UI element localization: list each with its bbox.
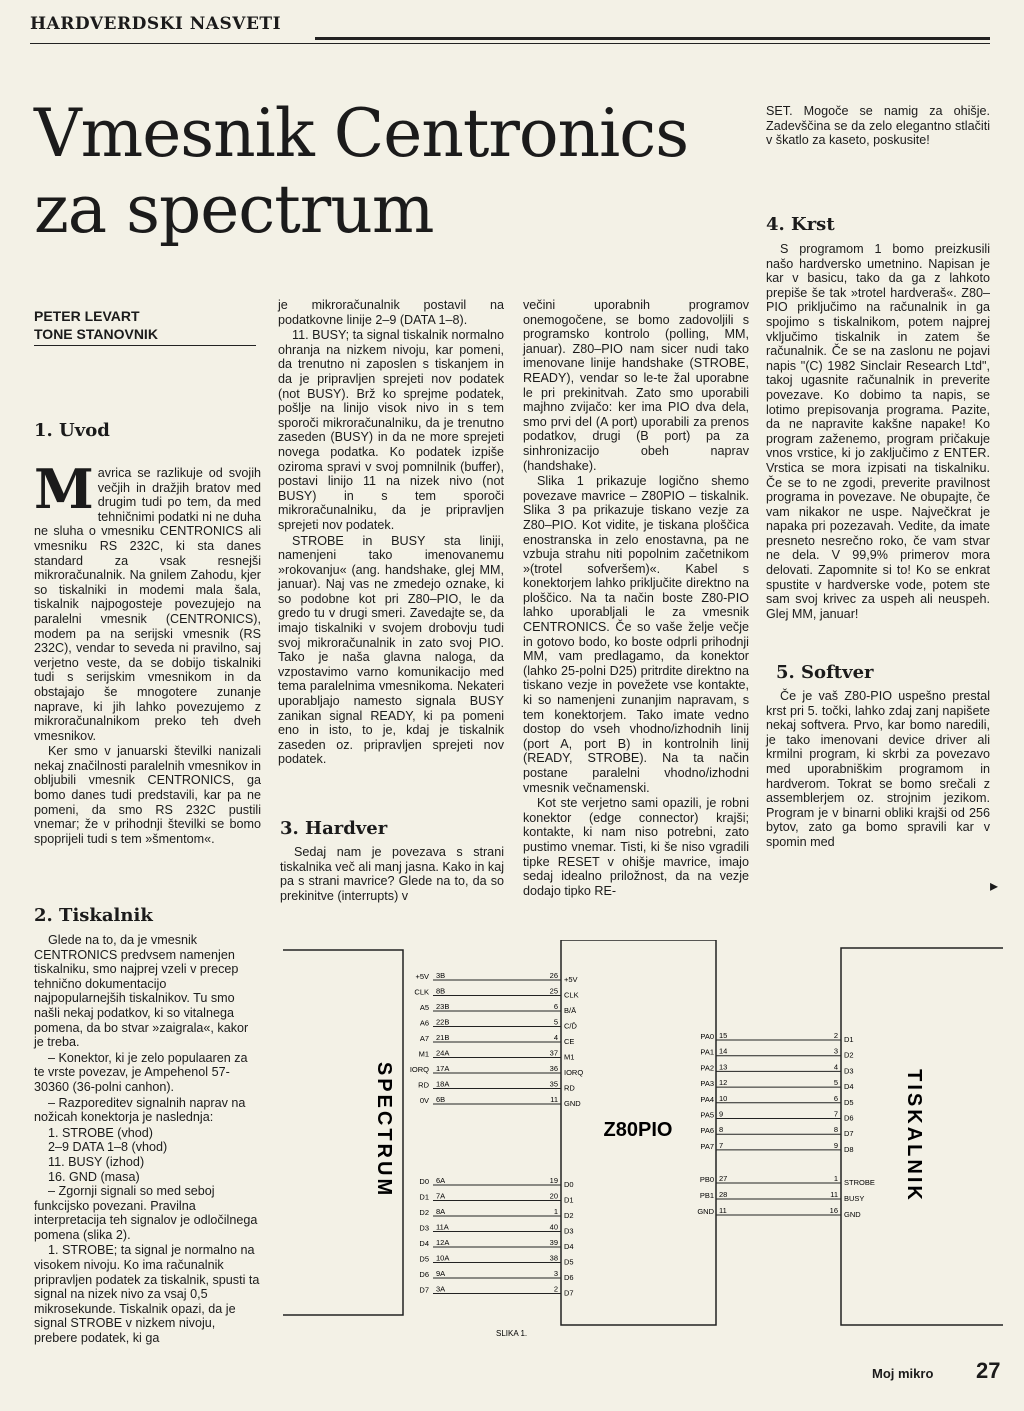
wire-pin-label: 23B <box>436 1002 450 1011</box>
wire-source-label: PA2 <box>700 1063 714 1073</box>
header-rule-thin <box>30 43 990 44</box>
column-1-tiskalnik <box>34 933 261 1347</box>
col3-p1: večini uporabnih programov onemogočene, se bomo zadovoljili s programsko kontrolo (polling, MM, januar). Z80–PIO nam sicer nudi tako imenovane linije handshake (STROBE, READY), vendar so le-te žal uporabne le pri prekinitvah. Zato smo uporabili majhno zvijačo: ker ima PIO dva dela, smo prvi del (A port) uporabili za prenos podatkov, drugi (B port) pa za sinhronizacijo obeh naprav (handshake). <box>523 298 749 473</box>
heading-tiskalnik: 2. Tiskalnik <box>34 905 153 926</box>
schematic-figure <box>278 940 1008 1340</box>
column-4-krst <box>766 242 990 622</box>
wire-target-label: CE <box>564 1037 575 1046</box>
magazine-name: Moj mikro <box>872 1366 934 1381</box>
tiskalnik-p4: – Zgornji signali so med seboj funkcijsko povezani. Pravilna interpretacija teh signalov je odločilnega pomena (slika 2). <box>34 1184 258 1242</box>
section-header <box>30 14 990 44</box>
wire-pin-label: 8B <box>436 986 446 996</box>
wire-source-label: GND <box>697 1207 714 1216</box>
heading-krst: 4. Krst <box>766 214 835 235</box>
figure-caption: SLIKA 1. <box>496 1329 528 1338</box>
wire-source-label: A7 <box>419 1034 429 1043</box>
wire-source-label: 0V <box>419 1096 429 1105</box>
wire-pin-number: 3 <box>833 1046 838 1056</box>
wire-target-label: D2 <box>564 1211 574 1220</box>
wire-pin-number: 3 <box>553 1269 558 1278</box>
wire-pin-number: 39 <box>549 1238 558 1247</box>
wire-pin-number: 16 <box>829 1206 838 1215</box>
wire-target-label: D0 <box>564 1180 574 1189</box>
wire-pin-label: 8 <box>719 1125 724 1135</box>
wire-pin-number: 5 <box>833 1078 838 1088</box>
author-2: TONE STANOVNIK <box>34 326 158 342</box>
heading-softver: 5. Softver <box>776 662 874 683</box>
wire-source-label: PA4 <box>700 1094 714 1104</box>
wire-source-label: D6 <box>419 1270 429 1279</box>
wire-pin-label: 11A <box>436 1222 449 1232</box>
wire-pin-number: 38 <box>549 1253 558 1263</box>
tiskalnik-p3: – Razporeditev signalnih naprav na nožicah konektorja je naslednja: <box>34 1095 246 1125</box>
pin-list-item: 16. GND (masa) <box>48 1169 140 1184</box>
wire-source-label: D5 <box>419 1254 429 1264</box>
softver-p1: Če je vaš Z80-PIO uspešno prestal krst pri 5. točki, lahko zdaj zanj napišete nekaj softvera. Prvo, kar bomo naredili, je tako imenovani device driver ali krmilni program, ki skrbi za povezavo med uporabniškim programom in hardverom. Tokrat se bomo srečali z assemblerjem oz. strojnim jezikom. Program je v binarni obliki krajši od 256 bytov, zato ga bomo spravili kar v spomin med <box>766 689 990 849</box>
wire-pin-label: 3B <box>436 971 446 980</box>
wire-pin-number: 11 <box>550 1095 558 1104</box>
wire-pin-number: 4 <box>553 1033 558 1042</box>
wire-target-label: M1 <box>564 1052 575 1062</box>
wire-target-label: D5 <box>564 1257 574 1267</box>
wire-pin-label: 27 <box>719 1174 728 1183</box>
tiskalnik-p1: Glede na to, da je vmesnik CENTRONICS predvsem namenjen tiskalniku, smo najprej vzeli v precep tehnično dokumentacijo najpopularnejših tiskalnikov. Tu smo našli nekaj podatkov, ki so vitalnega pomena, da bo stvar »zaigrala«, kakor je treba. <box>34 933 249 1050</box>
wire-pin-label: 3A <box>436 1284 446 1294</box>
column-2 <box>278 298 504 768</box>
col2-p2: 11. BUSY; ta signal tiskalnik normalno ohranja na nizkem nivoju, kar pomeni, da trenutno ni zaposlen s tiskanjem in da je pripravljen sprejeti nov podatek (not BUSY). Brž ko sprejme podatek, pošlje na linijo visok nivo in s tem sporoči mikroračunalniku, da je trenutno zaseden (BUSY) in da ne more sprejeti novega podatka. Ko podatek izpiše oziroma spravi v svoj pomnilnik (buffer), postavi linijo 11 na nizek nivo (not BUSY) in s tem sporoči mikroračunalniku, da je pripravljen sprejeti nov podatek. <box>278 328 504 532</box>
wire-pin-label: 6A <box>436 1176 446 1185</box>
wire-source-label: PA0 <box>700 1032 714 1041</box>
wire-pin-label: 21B <box>436 1033 450 1042</box>
wire-pin-label: 9 <box>719 1109 724 1119</box>
wire-pin-label: 18A <box>436 1079 450 1089</box>
wire-target-label: C/D̄ <box>564 1021 577 1031</box>
page-footer <box>872 1356 1002 1386</box>
col2-p3: STROBE in BUSY sta liniji, namenjeni tako imenovanemu »rokovanju« (ang. handshake, glej MM, januar). Naj vas ne zmedejo oznake, ki so podobne kot pri Z80–PIO, le da gredo tu v drugi smeri. Zavedajte se, da imajo tiskalniki v svojem drobovju tudi svoj mikroračunalnik in zato svoj PIO. Tako je naša glavna naloga, da vzpostavimo varno komunikacijo med tema paralelnima vmesnikoma. Nekateri uporabljajo namesto signala BUSY zanikan signal READY, ki pa pomeni eno in isto, to je, kdaj je tiskalnik zaseden oz. pripravljen sprejeti nov podatek. <box>278 533 504 767</box>
wire-target-label: D7 <box>844 1129 854 1139</box>
wire-source-label: D1 <box>419 1192 429 1202</box>
wire-pin-label: 22B <box>436 1017 450 1027</box>
col2-p1: je mikroračunalnik postavil na podatkovne linije 2–9 (DATA 1–8). <box>278 298 504 327</box>
author-1: PETER LEVART <box>34 308 140 324</box>
wire-pin-number: 1 <box>553 1207 558 1216</box>
dropcap: M <box>34 457 94 521</box>
wire-target-label: IORQ <box>564 1068 584 1077</box>
wire-target-label: D7 <box>564 1288 574 1298</box>
wire-target-label: STROBE <box>844 1178 875 1187</box>
wire-source-label: IORQ <box>409 1065 429 1074</box>
column-1-uvod <box>34 457 261 847</box>
wire-pin-label: 10 <box>719 1093 728 1103</box>
z80pio-label: Z80PIO <box>603 1119 673 1141</box>
wire-target-label: B/Ā <box>564 1006 577 1015</box>
wire-pin-number: 36 <box>549 1064 558 1073</box>
column-4-top <box>766 104 990 149</box>
header-rule <box>315 37 990 40</box>
wire-pin-label: 12A <box>436 1238 450 1247</box>
wire-pin-number: 1 <box>833 1174 838 1183</box>
wire-target-label: GND <box>564 1099 581 1108</box>
wire-pin-number: 37 <box>549 1048 558 1058</box>
wire-source-label: A5 <box>419 1003 429 1012</box>
uvod-paragraph-1 <box>34 457 261 743</box>
tiskalnik-p2: – Konektor, ki je zelo populaaren za te vrste povezav, je Ampehenol 57-30360 (36-polni canhon). <box>34 1050 248 1094</box>
pin-list-item: 11. BUSY (izhod) <box>48 1154 145 1169</box>
wire-source-label: PA1 <box>700 1047 714 1057</box>
wire-source-label: PA7 <box>700 1141 714 1151</box>
wire-pin-number: 11 <box>830 1190 838 1199</box>
wire-pin-label: 12 <box>719 1078 728 1088</box>
wire-pin-label: 14 <box>719 1046 728 1056</box>
wire-pin-number: 5 <box>553 1017 558 1027</box>
wire-pin-number: 26 <box>549 971 558 980</box>
wire-pin-number: 19 <box>549 1176 558 1185</box>
wire-target-label: D3 <box>564 1226 574 1236</box>
heading-uvod: 1. Uvod <box>34 420 110 441</box>
wire-target-label: D2 <box>844 1050 854 1060</box>
column-4-softver <box>766 689 990 851</box>
wire-source-label: PB1 <box>699 1191 714 1200</box>
col3-p3: Kot ste verjetno sami opazili, je robni konektor (edge connector) krajši; kontakte, ki nam niso potrebni, zato pustimo vnemar. Tisti, ki še niso vgradili tipke RESET v ohišje mavrice, imajo sedaj idealno priložnost, da na vezje dodajo tipko RE- <box>523 796 749 898</box>
tiskalnik-label: TISKALNIK <box>903 1069 925 1203</box>
col4-p1: SET. Mogoče se namig za ohišje. Zadevščina se da zelo elegantno stlačiti v škatlo za kaseto, poskusite! <box>766 104 990 148</box>
wire-source-label: D0 <box>419 1177 429 1186</box>
tiskalnik-p5: 1. STROBE; ta signal je normalno na visokem nivoju. Ko ima računalnik pripravljen podatek za tiskalnik, spusti ta signal na nizek nivo za vsaj 0,5 mikrosekunde. Tiskalnik opazi, da je signal STROBE v nizkem nivoju, prebere podatek, ki ga <box>34 1243 260 1346</box>
wire-pin-number: 6 <box>833 1093 838 1103</box>
wire-source-label: +5V <box>415 972 429 981</box>
wire-pin-number: 9 <box>833 1140 838 1150</box>
wire-pin-label: 15 <box>719 1031 728 1040</box>
wire-pin-number: 4 <box>833 1062 838 1072</box>
wire-pin-label: 10A <box>436 1253 450 1263</box>
wire-target-label: BUSY <box>844 1194 865 1203</box>
wire-source-label: PA3 <box>700 1079 714 1089</box>
wire-source-label: D2 <box>419 1208 429 1217</box>
wire-source-label: PB0 <box>699 1175 714 1184</box>
wire-pin-label: 9A <box>436 1269 446 1278</box>
continue-mark-icon: ▸ <box>990 878 999 895</box>
wire-source-label: M1 <box>418 1049 429 1059</box>
wire-target-label: D1 <box>564 1195 574 1205</box>
wire-pin-number: 2 <box>553 1284 558 1294</box>
uvod-paragraph-1-text: avrica se razlikuje od svojih večjih in dražjih bratov med drugim tudi po tem, da med tehničnimi podatki ni ne duha ne sluha o vmesniku CENTRONICS ali vmesniku RS 232C, ki sta danes standard za vsak resnejši mikroračunalnik. Na gnilem Zahodu, kjer so tiskalniki in modemi mala šala, tiskalnik najpogosteje povezujejo na paralelni vmesnik (CENTRONICS), modem pa na serijski vmesnik (RS 232C), vendar to seveda ni pravilno, saj verjetno veste, da se dobijo tiskalniki tudi s serijskim vmesnikom in da obstajajo še mnogotere zunanje naprave, ki jih lahko povezujemo z mikroračunalnikom preko teh dveh vmesnikov. <box>34 466 261 743</box>
wire-target-label: +5V <box>564 975 578 984</box>
wire-target-label: CLK <box>564 990 579 1000</box>
column-3 <box>523 298 749 899</box>
wire-pin-number: 6 <box>553 1002 558 1011</box>
wire-target-label: D3 <box>844 1066 854 1076</box>
wire-pin-label: 8A <box>436 1207 446 1216</box>
wire-pin-label: 13 <box>719 1062 728 1072</box>
krst-p1: S programom 1 bomo preizkusili našo hardversko umetnino. Napisan je kar v basicu, tako da ga z lahkoto prepiše še tak »trotel hardveraš«. Z80–PIO priključimo na računalnik in ga spojimo s tiskalnikom, potem najprej vključimo tiskalnik in zatem še računalnik. Če se na zaslonu ne pojavi napis "(C) 1982 Sinclair Research Ltd", takoj ugasnite računalnik in preverite povezave. Ko dobimo ta napis, se lotimo prepisovanja programa. Pazite, da ne napravite kakšne napake! Ko program zaženemo, program pričakuje vnos vrstice, ki jo zaključimo z ENTER. Vrstica se mora izpisati na tiskalniku. Če se to ne zgodi, preverite pravilnost programa in povezave. Ne obupajte, če vam nikakor ne uspe. Največkrat je napaka pri pozezavah. Vedite, da imate presneto nesrečno roko, če vam stvar ne dela. V 99,9% primerov mora delovati. Zapomnite si to! Ko se enkrat spustite v hardverske vode, potem ste sam svoj krivec za uspeh ali neuspeh. Glej MM, januar! <box>766 242 990 621</box>
uvod-paragraph-2: Ker smo v januarski številki nanizali nekaj značilnosti paralelnih vmesnikov in obljubili vmesnik CENTRONICS, ga bomo danes tudi predstavili, kar pa ne pomeni, da smo RS 232C pustili vnemar; že v prihodnji številki se bomo spoprijeli tudi s tem »šmentom«. <box>34 744 261 846</box>
wire-pin-label: 7A <box>436 1191 446 1201</box>
wire-pin-number: 20 <box>549 1191 558 1201</box>
spectrum-label: SPECTRUM <box>373 1061 395 1199</box>
wire-target-label: GND <box>844 1210 861 1219</box>
article-title <box>34 96 754 248</box>
wire-pin-label: 24A <box>436 1048 450 1058</box>
wire-source-label: PA5 <box>700 1110 714 1120</box>
title-line-1: Vmesnik Centronics <box>34 95 689 172</box>
heading-hardver: 3. Hardver <box>280 818 388 839</box>
page-number: 27 <box>976 1358 1001 1383</box>
wire-pin-label: 11 <box>719 1206 727 1215</box>
wire-pin-number: 2 <box>833 1031 838 1040</box>
wire-source-label: A6 <box>419 1018 429 1028</box>
pin-list-item: 1. STROBE (vhod) <box>48 1125 153 1140</box>
wire-target-label: D5 <box>844 1097 854 1107</box>
pin-list-item: 2–9 DATA 1–8 (vhod) <box>48 1140 168 1155</box>
wire-target-label: D1 <box>844 1035 854 1044</box>
wire-pin-number: 40 <box>549 1222 558 1232</box>
column-2-hardver <box>280 845 504 904</box>
wire-source-label: CLK <box>414 987 429 997</box>
wire-pin-label: 6B <box>436 1095 446 1104</box>
wire-pin-label: 17A <box>436 1064 450 1073</box>
wire-target-label: D6 <box>564 1273 574 1282</box>
wire-pin-label: 28 <box>719 1190 728 1199</box>
wire-pin-label: 7 <box>719 1140 724 1150</box>
wire-pin-number: 35 <box>549 1079 558 1089</box>
wire-source-label: PA6 <box>700 1126 714 1136</box>
wire-pin-number: 7 <box>833 1109 838 1119</box>
title-line-2: za spectrum <box>34 171 434 248</box>
wire-source-label: D7 <box>419 1285 429 1295</box>
wire-source-label: RD <box>418 1080 429 1090</box>
wire-target-label: D4 <box>564 1242 574 1251</box>
wire-source-label: D3 <box>419 1223 429 1233</box>
col3-p2: Slika 1 prikazuje logično shemo povezave mavrice – Z80PIO – tiskalnik. Slika 3 pa prikazuje tiskano vezje za Z80–PIO. Kot vidite, je tiskana ploščica enostranska in zelo enostavna, pa ne vzbuja strahu niti popolnim začetnikom »(trotel sofveršem)«. Kabel s konektorjem lahko priključite direktno na ploščico. Na ta način boste Z80-PIO lahko uporabljali le za vmesnik CENTRONICS. Če so vaše želje večje in gotovo bodo, ko boste odprli prihodnji MM, vam predlagamo, da konektor (lahko 25-polni D25) pritrdite direktno na tiskano vezje in povežete vse kontakte, ki so namenjeni zunanjim napravam, s tem konektorjem. Tako imate vedno dostop do vseh vhodno/izhodnih linij (port A, port B) in kontrolnih linij (READY, STROBE). Na ta način postane paralelni vhodno/izhodni vmesnik večnamenski. <box>523 474 749 795</box>
wire-source-label: D4 <box>419 1239 429 1248</box>
authors <box>34 307 256 346</box>
wire-target-label: D6 <box>844 1113 854 1123</box>
wire-pin-number: 25 <box>549 986 558 996</box>
section-label: HARDVERDSKI NASVETI <box>30 14 282 34</box>
wire-pin-number: 8 <box>833 1125 838 1135</box>
wire-target-label: RD <box>564 1083 575 1093</box>
wire-target-label: D8 <box>844 1144 854 1154</box>
hardver-p1: Sedaj nam je povezava s strani tiskalnika več ali manj jasna. Kako in kaj pa s strani mavrice? Glede na to, da so prekinitve (interrupts) v <box>280 845 504 903</box>
wire-target-label: D4 <box>844 1082 854 1092</box>
